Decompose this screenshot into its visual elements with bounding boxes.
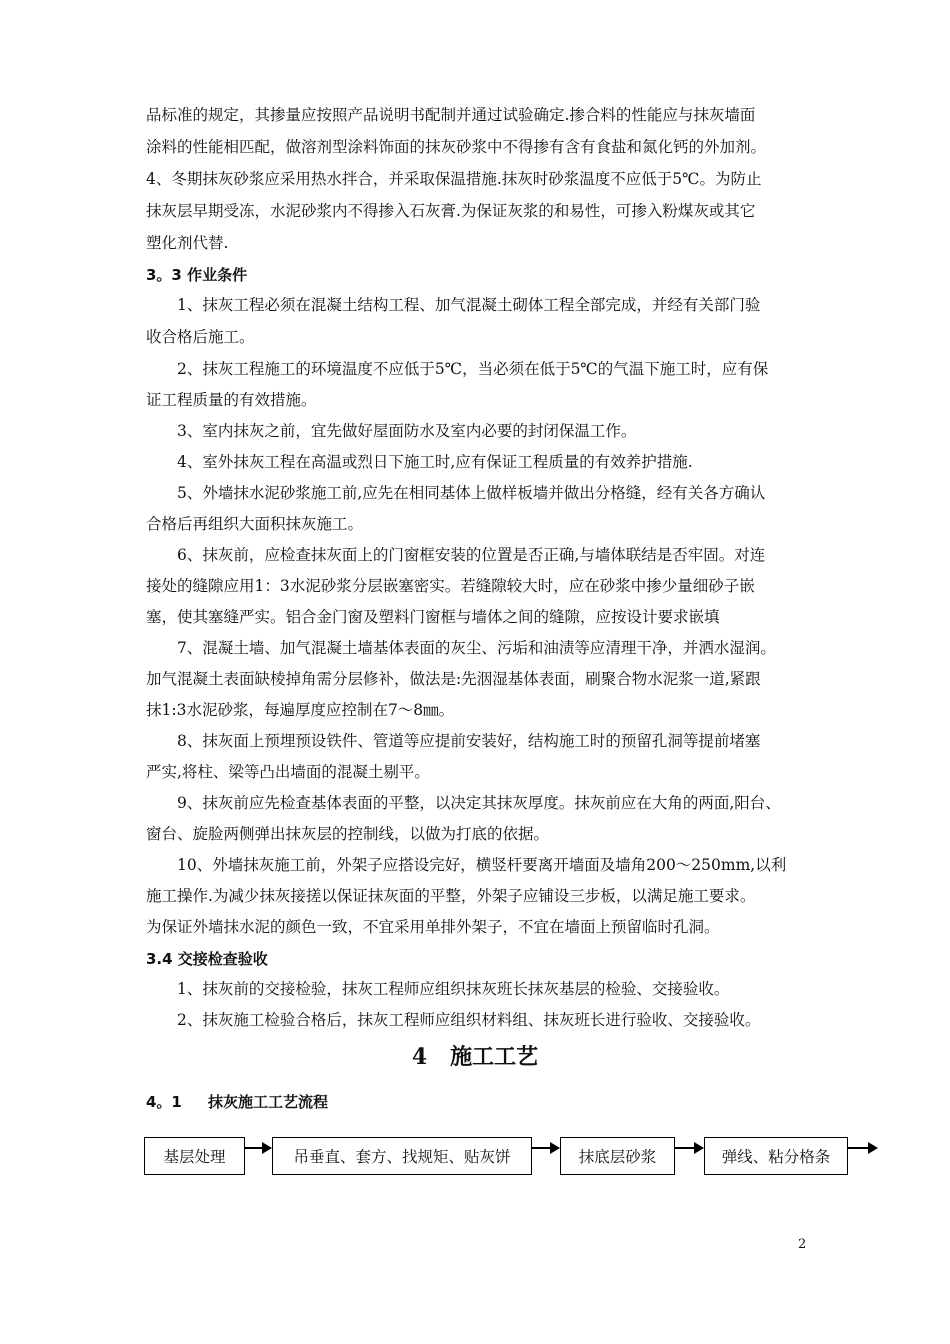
text-line: 抹灰层早期受冻，水泥砂浆内不得掺入石灰膏.为保证灰浆的和易性，可掺入粉煤灰或其它: [146, 202, 756, 220]
text-line: 严实,将柱、梁等凸出墙面的混凝土剔平。: [146, 763, 430, 781]
text-line: 品标准的规定，其掺量应按照产品说明书配制并通过试验确定.掺合料的性能应与抹灰墙面: [146, 106, 756, 124]
flow-step-plumb-square: 吊垂直、套方、找规矩、贴灰饼: [272, 1137, 532, 1175]
text-line: 涂料的性能相匹配，做溶剂型涂料饰面的抹灰砂浆中不得掺有含有食盐和氮化钙的外加剂。: [146, 138, 767, 156]
text-line: 2、抹灰施工检验合格后，抹灰工程师应组织材料组、抹灰班长进行验收、交接验收。: [177, 1011, 761, 1029]
section-heading-4-1: 4。1 抹灰施工工艺流程: [146, 1093, 328, 1111]
flow-arrow: [675, 1142, 704, 1154]
section-heading-3-4: 3.4 交接检查验收: [146, 950, 268, 968]
text-line: 为保证外墙抹水泥的颜色一致，不宜采用单排外架子，不宜在墙面上预留临时孔洞。: [146, 918, 720, 936]
flow-arrow: [848, 1142, 878, 1154]
text-line: 10、外墙抹灰施工前，外架子应搭设完好，横竖杆要离开墙面及墙角200～250mm,以利: [177, 856, 787, 874]
text-line: 1、抹灰工程必须在混凝土结构工程、加气混凝土砌体工程全部完成，并经有关部门验: [177, 296, 761, 314]
text-line: 4、冬期抹灰砂浆应采用热水拌合，并采取保温措施.抹灰时砂浆温度不应低于5℃。为防止: [146, 170, 762, 188]
text-line: 1、抹灰前的交接检验，抹灰工程师应组织抹灰班长抹灰基层的检验、交接验收。: [177, 980, 730, 998]
text-line: 收合格后施工。: [146, 328, 255, 346]
text-line: 证工程质量的有效措施。: [146, 391, 317, 409]
text-line: 9、抹灰前应先检查基体表面的平整，以决定其抹灰厚度。抹灰前应在大角的两面,阳台、: [177, 794, 781, 812]
text-line: 加气混凝土表面缺棱掉角需分层修补，做法是:先洇湿基体表面，刷聚合物水泥浆一道,紧跟: [146, 670, 761, 688]
text-line: 8、抹灰面上预埋预设铁件、管道等应提前安装好，结构施工时的预留孔洞等提前堵塞: [177, 732, 761, 750]
text-line: 合格后再组织大面积抹灰施工。: [146, 515, 364, 533]
text-line: 接处的缝隙应用1：3水泥砂浆分层嵌塞密实。若缝隙较大时，应在砂浆中掺少量细砂子嵌: [146, 577, 755, 595]
page-number: 2: [798, 1237, 807, 1252]
section-heading-3-3: 3。3 作业条件: [146, 266, 248, 284]
text-line: 5、外墙抹水泥砂浆施工前,应先在相同基体上做样板墙并做出分格缝，经有关各方确认: [177, 484, 766, 502]
text-line: 7、混凝土墙、加气混凝土墙基体表面的灰尘、污垢和油渍等应清理干净，并洒水湿润。: [177, 639, 776, 657]
text-line: 4、室外抹灰工程在高温或烈日下施工时,应有保证工程质量的有效养护措施.: [177, 453, 693, 471]
flow-arrow: [245, 1142, 272, 1154]
text-line: 窗台、旋脸两侧弹出抹灰层的控制线，以做为打底的依据。: [146, 825, 550, 843]
text-line: 塞，使其塞缝严实。铝合金门窗及塑料门窗框与墙体之间的缝隙，应按设计要求嵌填: [146, 608, 720, 626]
text-line: 3、室内抹灰之前，宜先做好屋面防水及室内必要的封闭保温工作。: [177, 422, 637, 440]
text-line: 塑化剂代替.: [146, 234, 229, 252]
flow-step-snap-line: 弹线、粘分格条: [704, 1137, 848, 1175]
chapter-title: 4 施工工艺: [411, 1044, 539, 1070]
flow-arrow: [532, 1142, 560, 1154]
flow-step-base-mortar: 抹底层砂浆: [560, 1137, 675, 1175]
flow-step-base-treatment: 基层处理: [144, 1137, 245, 1175]
text-line: 施工操作.为减少抹灰接搓以保证抹灰面的平整，外架子应铺设三步板，以满足施工要求。: [146, 887, 756, 905]
text-line: 2、抹灰工程施工的环境温度不应低于5℃，当必须在低于5℃的气温下施工时，应有保: [177, 360, 769, 378]
text-line: 6、抹灰前，应检查抹灰面上的门窗框安装的位置是否正确,与墙体联结是否牢固。对连: [177, 546, 766, 564]
text-line: 抹1:3水泥砂浆，每遍厚度应控制在7～8㎜。: [146, 701, 455, 719]
